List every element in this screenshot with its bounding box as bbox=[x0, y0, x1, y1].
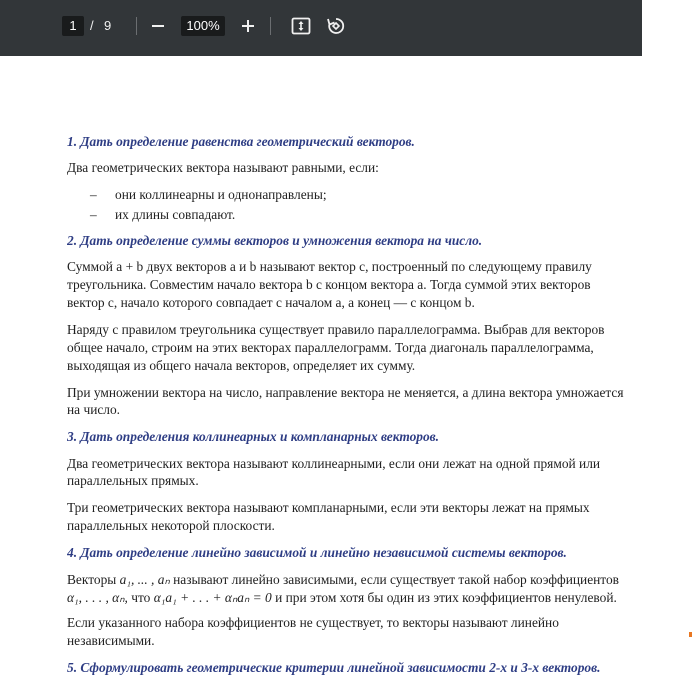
heading-3: 3. Дать определения коллинеарных и компланарных векторов. bbox=[67, 429, 440, 444]
scroll-area-gutter bbox=[642, 0, 692, 688]
text-segment: что bbox=[127, 590, 154, 605]
paragraph-line: треугольника. Совместим начало вектора b с концом вектора a. Тогда суммой этих векторов bbox=[67, 277, 591, 292]
text-segment: и при этом хотя бы один из этих коэффициентов ненулевой. bbox=[271, 590, 617, 605]
text-segment: называют линейно зависимыми, если существует такой набор коэффициентов bbox=[169, 572, 619, 587]
paragraph-line: Если указанного набора коэффициентов не существует, то векторы называют линейно bbox=[67, 615, 559, 630]
list-item-text: они коллинеарны и однонаправлены; bbox=[115, 187, 327, 202]
heading-5: 5. Сформулировать геометрические критерии линейной зависимости 2-х и 3-х векторов. bbox=[67, 660, 601, 675]
paragraph-line bbox=[67, 588, 617, 607]
list-dash: – bbox=[90, 187, 97, 202]
heading-2: 2. Дать определение суммы векторов и умножения вектора на число. bbox=[67, 233, 483, 248]
paragraph-line: выходящая из общего начала векторов, определяет их сумму. bbox=[67, 358, 416, 373]
heading-4: 4. Дать определение линейно зависимой и линейно независимой системы векторов. bbox=[67, 545, 567, 560]
page-separator: / bbox=[90, 18, 94, 33]
list-item-text: их длины совпадают. bbox=[115, 207, 236, 222]
paragraph-line: вектор c, начало которого совпадает с началом a, а конец — с концом b. bbox=[67, 295, 475, 310]
list-item bbox=[90, 205, 235, 224]
formula: a₁, ... , aₙ bbox=[119, 572, 170, 587]
zoom-level-input[interactable]: 100% bbox=[181, 16, 225, 36]
paragraph-line: независимыми. bbox=[67, 633, 155, 648]
paragraph-line: Три геометрических вектора называют компланарными, если эти векторы лежат на прямых bbox=[67, 500, 590, 515]
page-total: 9 bbox=[104, 18, 112, 33]
paragraph-line: Два геометрических вектора называют коллинеарными, если они лежат на одной прямой или bbox=[67, 456, 601, 471]
paragraph-line: параллельных некоторой плоскости. bbox=[67, 518, 275, 533]
paragraph-line: общее начало, строим на этих векторах параллелограмм. Тогда диагональ параллелограмма, bbox=[67, 340, 594, 355]
paragraph-1: Два геометрических вектора называют равными, если: bbox=[67, 160, 379, 175]
paragraph-line: на число. bbox=[67, 402, 121, 417]
page-number-input[interactable]: 1 bbox=[62, 16, 84, 36]
paragraph-line: Наряду с правилом треугольника существует правило параллелограмма. Выбрав для векторов bbox=[67, 322, 605, 337]
paragraph-line bbox=[67, 570, 619, 589]
pdf-page bbox=[67, 0, 642, 688]
list-item bbox=[90, 185, 327, 204]
text-segment: Векторы bbox=[67, 572, 120, 587]
formula: α₁a₁ + . . . + αₙaₙ = 0 bbox=[153, 590, 272, 605]
heading-1: 1. Дать определение равенства геометрический векторов. bbox=[67, 134, 415, 149]
paragraph-line: параллельных прямых. bbox=[67, 473, 199, 488]
formula: α₁, . . . , αₙ, bbox=[67, 590, 128, 605]
list-dash: – bbox=[90, 207, 97, 222]
paragraph-line: При умножении вектора на число, направление вектора не меняется, а длина вектора умножается bbox=[67, 385, 624, 400]
paragraph-line: Суммой a + b двух векторов a и b называют вектор c, построенный по следующему правилу bbox=[67, 259, 592, 274]
